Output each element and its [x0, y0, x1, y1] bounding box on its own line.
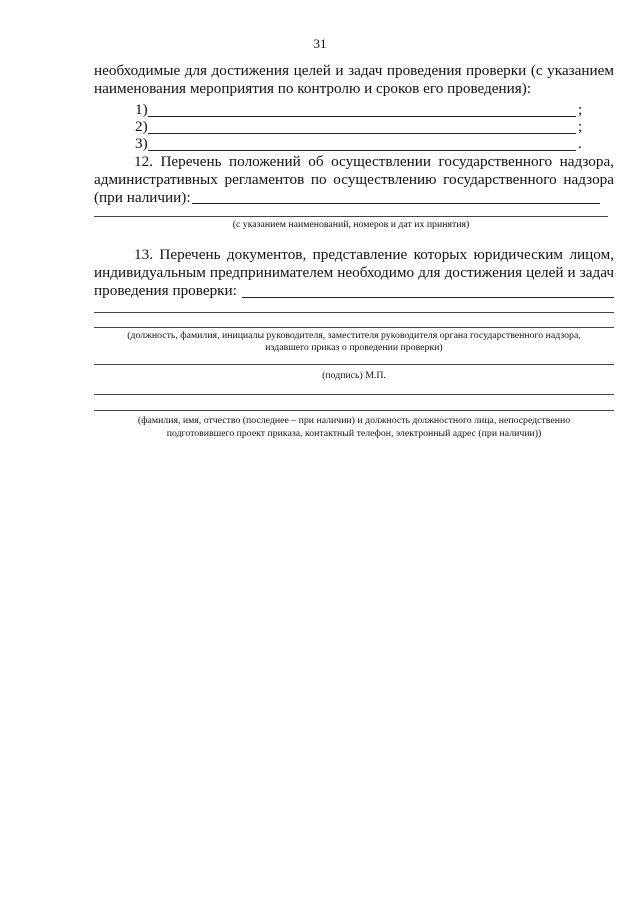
- section-13-fill-line-2: [94, 312, 614, 313]
- preparer-caption-line-2: подготовившего проект приказа, контактный телефон, электронный адрес (при наличии)): [166, 428, 542, 439]
- section-13-fill-line-3: [94, 327, 614, 328]
- preparer-caption-line-1: (фамилия, имя, отчество (последнее – при наличии) и должность должностного лица, непосредственно: [137, 415, 571, 426]
- section-12-line-2: административных регламентов по осуществлению государственного надзора: [94, 171, 614, 188]
- section-12-line-3: (при наличии):: [94, 189, 191, 206]
- intro-line-2: наименования мероприятия по контролю и сроков его проведения):: [94, 80, 532, 97]
- section-12-caption: (с указанием наименований, номеров и дат их принятия): [232, 219, 470, 230]
- signature-line: [94, 364, 614, 365]
- item-3-label: 3): [135, 135, 148, 152]
- section-13-fill-line-1: [242, 297, 614, 298]
- item-3-end: .: [578, 135, 582, 152]
- position-caption-line-2: издавшего приказ о проведении проверки): [265, 342, 443, 353]
- section-12-fill-line-2: [94, 216, 608, 217]
- item-1-fill-line: [148, 116, 576, 117]
- position-caption-line-1: (должность, фамилия, инициалы руководителя, заместителя руководителя органа государственного надзора,: [127, 330, 581, 341]
- item-3-fill-line: [148, 150, 576, 151]
- item-2-label: 2): [135, 118, 148, 135]
- item-2-end: ;: [578, 118, 583, 135]
- intro-line-1: необходимые для достижения целей и задач проведения проверки (с указанием: [94, 62, 614, 79]
- item-1-label: 1): [135, 101, 148, 118]
- preparer-line-2: [94, 410, 614, 411]
- section-13-line-3: проведения проверки:: [94, 282, 237, 299]
- section-13-line-2: индивидуальным предпринимателем необходимо для достижения целей и задач: [94, 264, 614, 281]
- item-1-end: ;: [578, 101, 583, 118]
- page-number: 31: [313, 36, 327, 51]
- preparer-line-1: [94, 394, 614, 395]
- section-13-line-1: 13. Перечень документов, представление которых юридическим лицом,: [134, 246, 614, 263]
- item-2-fill-line: [148, 133, 576, 134]
- signature-caption: (подпись) М.П.: [322, 370, 386, 381]
- section-12-fill-line-1: [192, 203, 600, 204]
- section-12-line-1: 12. Перечень положений об осуществлении государственного надзора,: [134, 153, 614, 170]
